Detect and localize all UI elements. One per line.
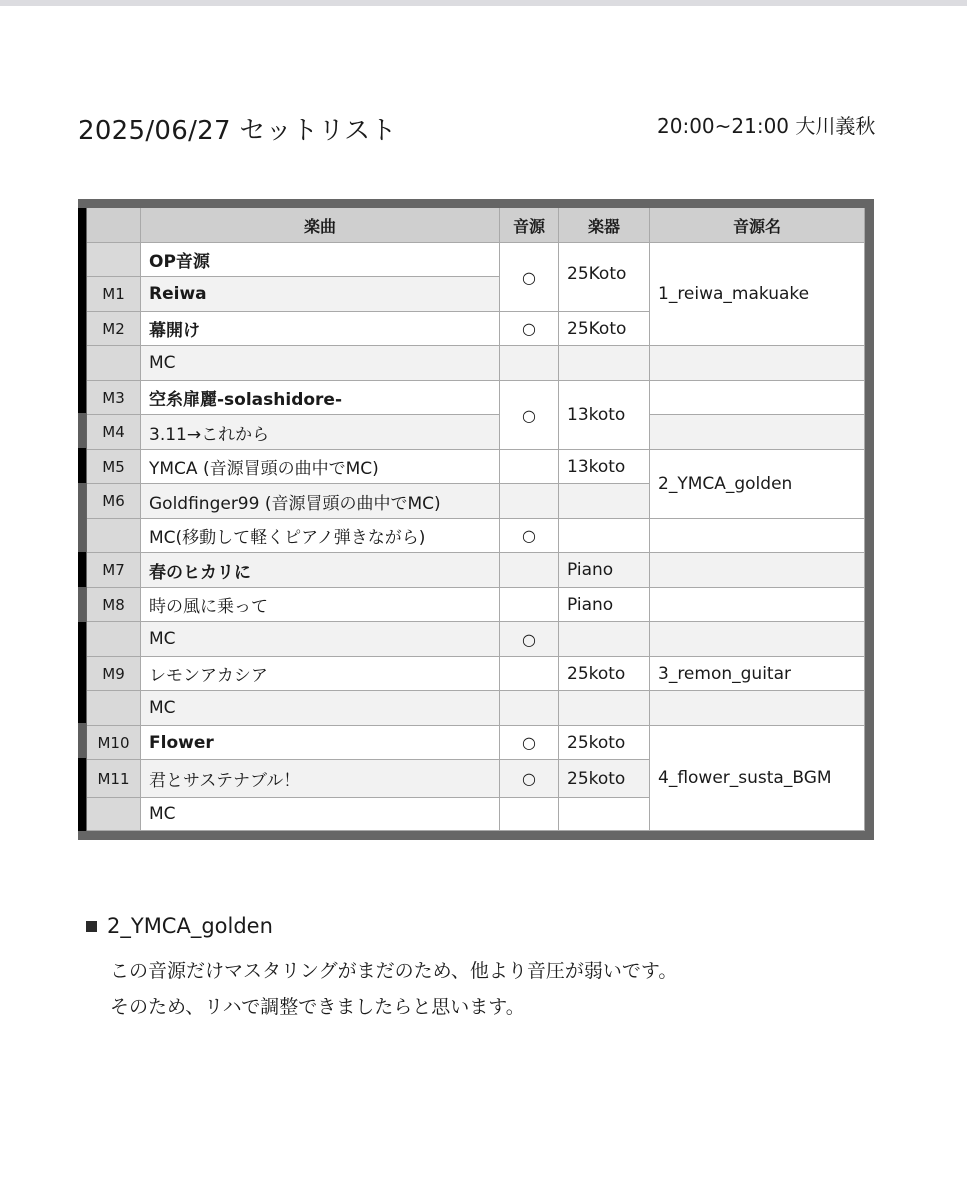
- row-marker-bar: [78, 208, 86, 413]
- song-title: レモンアカシア: [141, 657, 500, 691]
- song-title: 春のヒカリに: [141, 553, 500, 588]
- header-source-name: 音源名: [650, 208, 865, 243]
- source-name-cell: [650, 622, 865, 657]
- row-number: M8: [87, 588, 141, 622]
- source-name-cell: [650, 691, 865, 726]
- source-cell: [500, 553, 559, 588]
- row-number: M10: [87, 726, 141, 760]
- row-number: [87, 622, 141, 657]
- instrument-cell: 25Koto: [559, 312, 650, 346]
- source-circle: ○: [500, 243, 559, 312]
- song-title: MC: [141, 622, 500, 657]
- source-circle: ○: [500, 519, 559, 553]
- source-name-cell: 3_remon_guitar: [650, 657, 865, 691]
- instrument-cell: [559, 622, 650, 657]
- instrument-cell: [559, 484, 650, 519]
- source-name-cell: [650, 381, 865, 415]
- source-circle: ○: [500, 312, 559, 346]
- instrument-cell: 25Koto: [559, 243, 650, 312]
- row-number: M11: [87, 760, 141, 798]
- source-circle: ○: [500, 381, 559, 450]
- instrument-cell: [559, 691, 650, 726]
- instrument-cell: [559, 346, 650, 381]
- source-cell: [500, 657, 559, 691]
- source-cell: [500, 346, 559, 381]
- top-edge-bar: [0, 0, 967, 6]
- instrument-cell: 25koto: [559, 760, 650, 798]
- instrument-cell: 13koto: [559, 450, 650, 484]
- row-marker-bar: [78, 587, 86, 622]
- instrument-cell: Piano: [559, 553, 650, 588]
- row-number: M7: [87, 553, 141, 588]
- instrument-cell: [559, 519, 650, 553]
- row-marker-bar: [78, 552, 86, 587]
- note-title: 2_YMCA_golden: [107, 914, 273, 938]
- note-line: この音源だけマスタリングがまだのため、他より音圧が弱いです。: [110, 960, 678, 982]
- source-cell: [500, 484, 559, 519]
- source-circle: ○: [500, 760, 559, 798]
- header-song: 楽曲: [141, 208, 500, 243]
- note-line: そのため、リハで調整できましたらと思います。: [110, 996, 525, 1018]
- instrument-cell: Piano: [559, 588, 650, 622]
- source-name-cell: [650, 415, 865, 450]
- song-title: MC: [141, 346, 500, 381]
- source-cell: [500, 691, 559, 726]
- source-name-cell: [650, 588, 865, 622]
- row-marker-bar: [78, 723, 86, 758]
- instrument-cell: [559, 798, 650, 831]
- row-number: M6: [87, 484, 141, 519]
- row-number: M2: [87, 312, 141, 346]
- header-number: [87, 208, 141, 243]
- instrument-cell: 13koto: [559, 381, 650, 450]
- header-source: 音源: [500, 208, 559, 243]
- song-title: MC(移動して軽くピアノ弾きながら): [141, 519, 500, 553]
- song-title: OP音源: [141, 243, 500, 277]
- source-cell: [500, 450, 559, 484]
- source-name-cell: 2_YMCA_golden: [650, 450, 865, 519]
- source-circle: ○: [500, 726, 559, 760]
- row-number: [87, 691, 141, 726]
- time-and-performer: 20:00~21:00 大川義秋: [657, 114, 876, 138]
- source-name-cell: [650, 553, 865, 588]
- row-number: [87, 798, 141, 831]
- row-marker-bar: [78, 448, 86, 483]
- row-number: M5: [87, 450, 141, 484]
- source-name-cell: 1_reiwa_makuake: [650, 243, 865, 346]
- header-instrument: 楽器: [559, 208, 650, 243]
- source-circle: ○: [500, 622, 559, 657]
- note-heading: [86, 914, 273, 938]
- row-number: M1: [87, 277, 141, 312]
- row-marker-bar: [78, 622, 86, 723]
- row-marker-bar: [78, 483, 86, 552]
- song-title: Goldfinger99 (音源冒頭の曲中でMC): [141, 484, 500, 519]
- song-title: YMCA (音源冒頭の曲中でMC): [141, 450, 500, 484]
- row-number: M3: [87, 381, 141, 415]
- song-title: Flower: [141, 726, 500, 760]
- source-name-cell: [650, 519, 865, 553]
- source-cell: [500, 588, 559, 622]
- square-bullet-icon: [86, 921, 97, 932]
- row-number: M9: [87, 657, 141, 691]
- song-title: 空糸扉麗-solashidore-: [141, 381, 500, 415]
- song-title: 君とサステナブル！: [141, 760, 500, 798]
- song-title: 時の風に乗って: [141, 588, 500, 622]
- song-title: MC: [141, 691, 500, 726]
- song-title: 3.11→これから: [141, 415, 500, 450]
- source-cell: [500, 798, 559, 831]
- source-name-cell: 4_flower_susta_BGM: [650, 726, 865, 831]
- instrument-cell: 25koto: [559, 657, 650, 691]
- song-title: MC: [141, 798, 500, 831]
- instrument-cell: 25koto: [559, 726, 650, 760]
- song-title: 幕開け: [141, 312, 500, 346]
- row-number: M4: [87, 415, 141, 450]
- row-marker-bar: [78, 413, 86, 448]
- setlist-table: [87, 208, 865, 831]
- row-number: [87, 519, 141, 553]
- song-title: Reiwa: [141, 277, 500, 312]
- row-number: [87, 243, 141, 277]
- row-marker-bar: [78, 758, 86, 831]
- source-name-cell: [650, 346, 865, 381]
- row-number: [87, 346, 141, 381]
- page-title: 2025/06/27 セットリスト: [78, 116, 397, 146]
